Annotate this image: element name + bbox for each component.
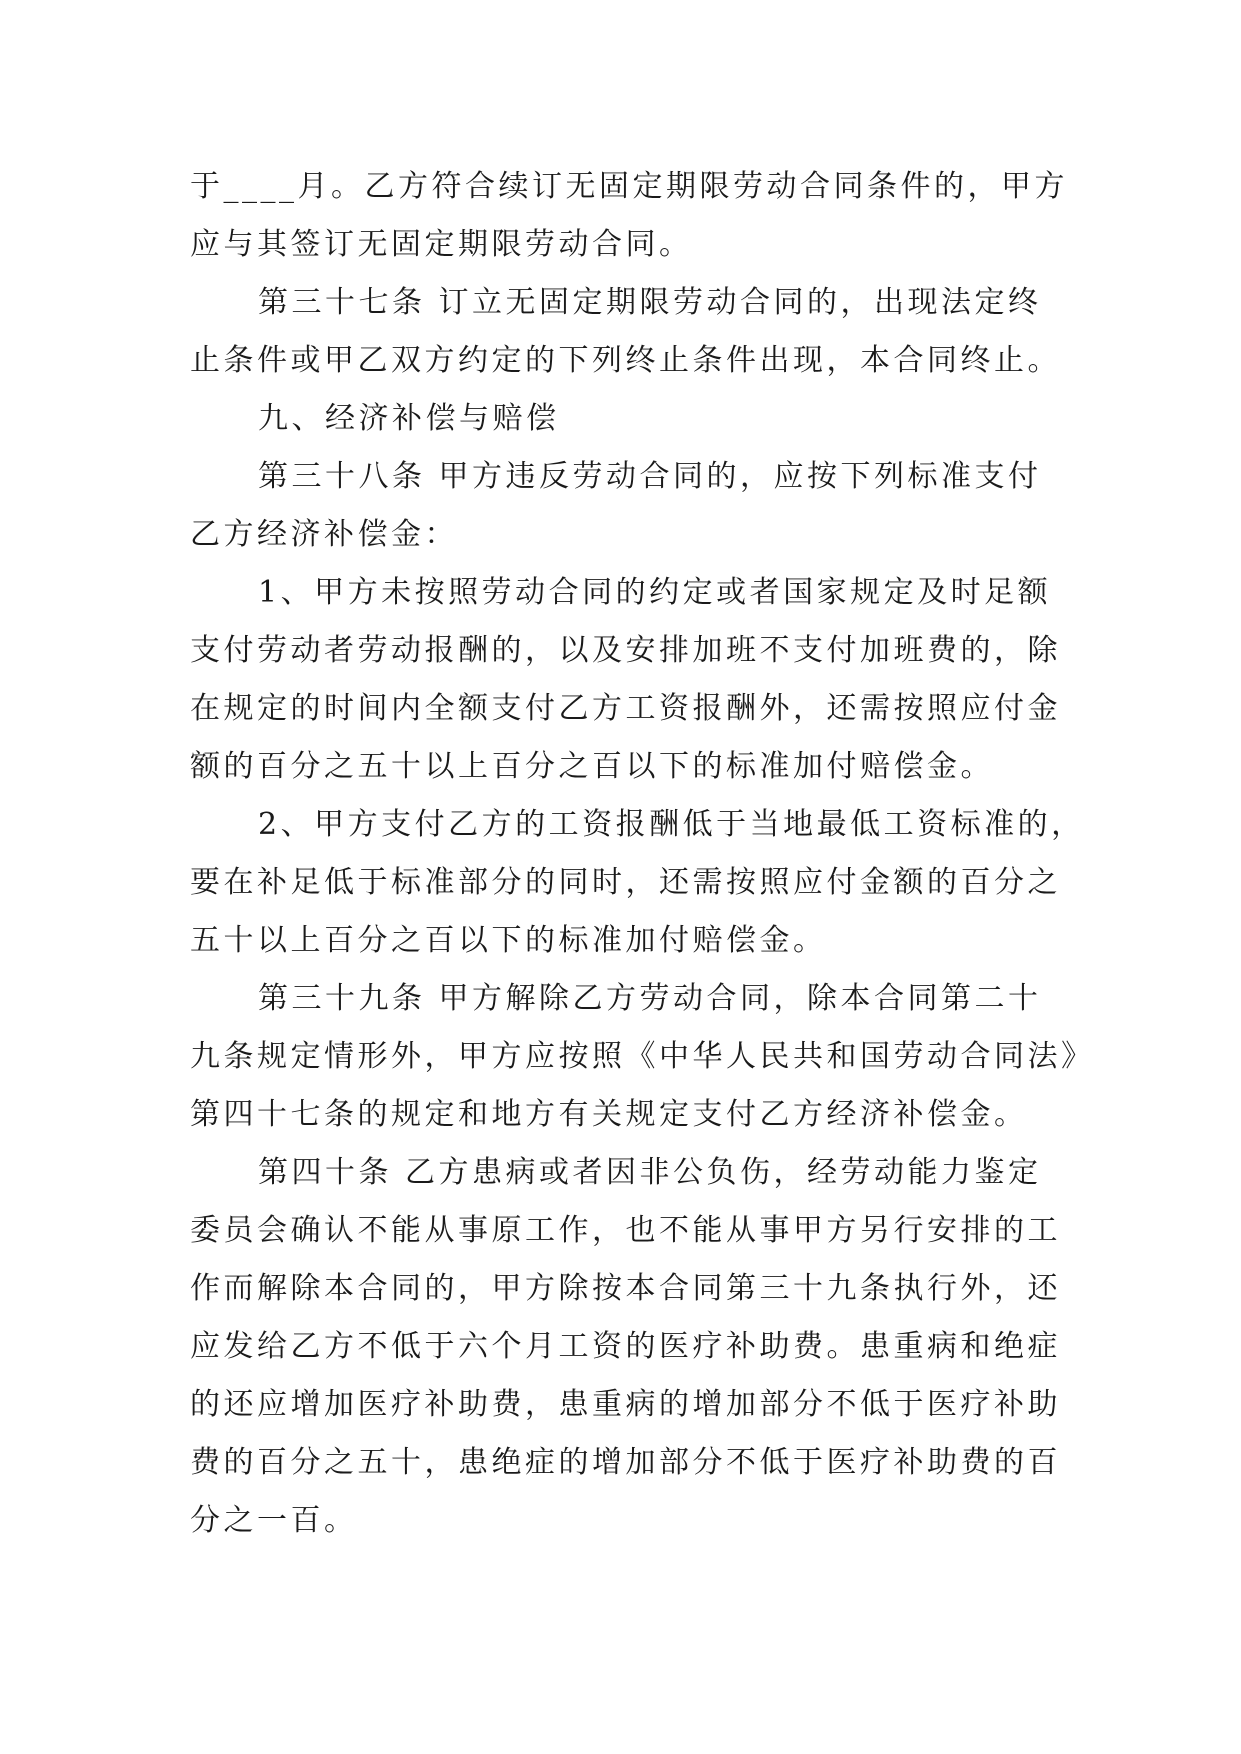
text-line: 第三十八条 甲方违反劳动合同的，应按下列标准支付 [258,459,1042,494]
text-line: 费的百分之五十，患绝症的增加部分不低于医疗补助费的百 [190,1445,1061,1480]
text-line: 应发给乙方不低于六个月工资的医疗补助费。患重病和绝症 [190,1329,1061,1364]
text-line: 第四十七条的规定和地方有关规定支付乙方经济补偿金。 [190,1097,1028,1132]
text-line: 于____月。乙方符合续订无固定期限劳动合同条件的，甲方 [190,169,1068,204]
paragraph-continuation [190,158,1068,274]
text-line: 乙方经济补偿金： [190,517,458,552]
text-line: 应与其签订无固定期限劳动合同。 [190,227,693,262]
text-line: 支付劳动者劳动报酬的，以及安排加班不支付加班费的，除 [190,633,1061,668]
text-line: 作而解除本合同的，甲方除按本合同第三十九条执行外，还 [190,1271,1061,1306]
text-line: 要在补足低于标准部分的同时，还需按照应付金额的百分之 [190,865,1061,900]
text-line: 五十以上百分之百以下的标准加付赔偿金。 [190,923,827,958]
text-line: 第四十条 乙方患病或者因非公负伤，经劳动能力鉴定 [258,1155,1042,1190]
paragraph-item-1 [190,564,1065,796]
text-line: 的还应增加医疗补助费，患重病的增加部分不低于医疗补助 [190,1387,1061,1422]
section-heading [190,390,1065,448]
document-page [190,158,1095,1550]
text-line: 2、甲方支付乙方的工资报酬低于当地最低工资标准的， [258,807,1085,842]
text-line: 第三十九条 甲方解除乙方劳动合同，除本合同第二十 [258,981,1042,1016]
paragraph-article-37 [190,274,1065,390]
text-line: 止条件或甲乙双方约定的下列终止条件出现，本合同终止。 [190,343,1061,378]
text-line: 九、经济补偿与赔偿 [258,401,560,436]
text-line: 1、甲方未按照劳动合同的约定或者国家规定及时足额 [258,575,1052,610]
text-line: 第三十七条 订立无固定期限劳动合同的，出现法定终 [258,285,1042,320]
paragraph-article-38 [190,448,1065,564]
text-line: 分之一百。 [190,1503,358,1538]
text-line: 额的百分之五十以上百分之百以下的标准加付赔偿金。 [190,749,994,784]
paragraph-item-2 [190,796,1085,970]
paragraph-article-39 [190,970,1095,1144]
text-line: 在规定的时间内全额支付乙方工资报酬外，还需按照应付金 [190,691,1061,726]
text-line: 委员会确认不能从事原工作，也不能从事甲方另行安排的工 [190,1213,1061,1248]
paragraph-article-40 [190,1144,1065,1550]
text-line: 九条规定情形外，甲方应按照《中华人民共和国劳动合同法》 [190,1039,1095,1074]
